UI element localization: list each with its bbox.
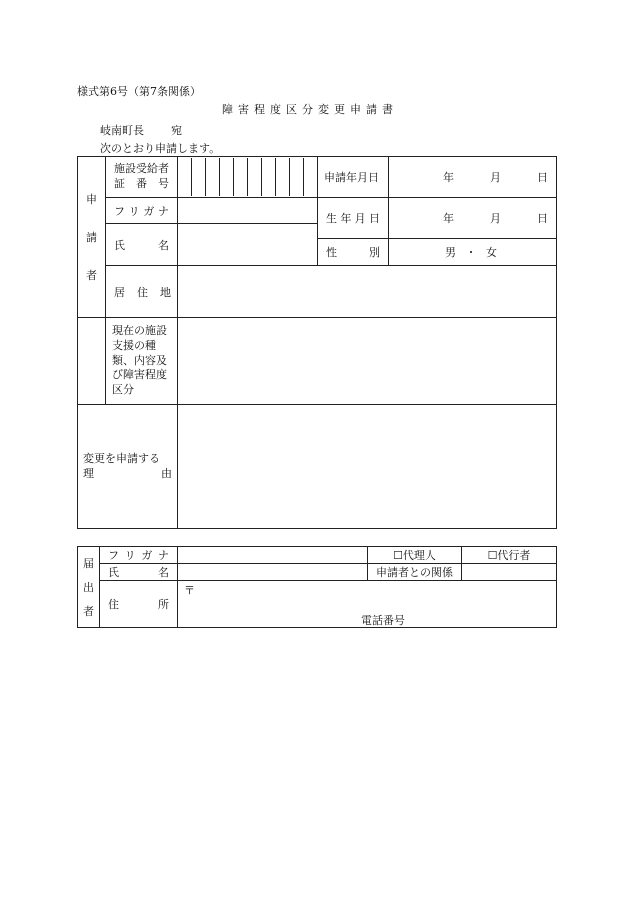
notifier-address-field[interactable] (178, 581, 557, 628)
sex-options[interactable]: 男 ・ 女 (389, 239, 557, 266)
agent-checkbox[interactable]: ☐代行者 (462, 547, 557, 564)
furigana-field[interactable] (178, 198, 318, 224)
birthdate-label: 生 年 月 日 (318, 198, 389, 239)
cert-digit-box[interactable] (248, 158, 262, 196)
cert-digit-box[interactable] (178, 158, 192, 196)
notifier-furigana-label: フ リ ガ ナ (100, 547, 178, 564)
notifier-furigana-field[interactable] (178, 547, 368, 564)
change-reason-label: 変更を申請する 理 由 (78, 405, 178, 529)
application-date-label: 申請年月日 (318, 157, 389, 198)
applicant-section-label: 申 請 者 (78, 157, 106, 318)
notifier-table (77, 546, 557, 628)
address-field[interactable] (178, 266, 557, 318)
furigana-label: フ リ ガ ナ (106, 198, 178, 224)
current-support-label: 現在の施設 支援の種 類、内容及 び障害程度 区分 (106, 318, 178, 405)
sex-label: 性 別 (318, 239, 389, 266)
notifier-name-label: 氏 名 (100, 564, 178, 581)
application-table (77, 156, 557, 529)
form-number: 様式第6号（第7条関係） (77, 85, 201, 98)
change-reason-field[interactable] (178, 405, 557, 529)
cert-digit-box[interactable] (192, 158, 206, 196)
name-field[interactable] (178, 224, 318, 266)
cert-digit-box[interactable] (262, 158, 276, 196)
notifier-address-label: 住 所 (100, 581, 178, 628)
application-date-field[interactable]: 年 月 日 (389, 157, 557, 198)
cert-digit-box[interactable] (234, 158, 248, 196)
cert-digit-box[interactable] (220, 158, 234, 196)
notifier-section-label: 届 出 者 (78, 547, 100, 628)
addressee-suffix: 宛 (171, 124, 182, 137)
cert-digit-box[interactable] (206, 158, 220, 196)
phone-label: 電話番号 (361, 614, 405, 627)
relationship-field[interactable] (462, 564, 557, 581)
cert-digit-box[interactable] (276, 158, 290, 196)
relationship-label: 申請者との関係 (368, 564, 462, 581)
address-label: 居 住 地 (106, 266, 178, 318)
intro-text: 次のとおり申請します。 (100, 142, 221, 155)
cert-number-boxes[interactable] (178, 157, 318, 198)
proxy-checkbox[interactable]: ☐代理人 (368, 547, 462, 564)
notifier-name-field[interactable] (178, 564, 368, 581)
cert-number-label: 施設受給者 証 番 号 (106, 157, 178, 198)
birthdate-field[interactable]: 年 月 日 (389, 198, 557, 239)
cert-digit-box[interactable] (304, 158, 317, 196)
postal-mark: 〒 (184, 584, 195, 597)
name-label: 氏 名 (106, 224, 178, 266)
page-title: 障害程度区分変更申請書 (222, 103, 398, 116)
addressee-name: 岐南町長 (100, 124, 144, 137)
cert-digit-box[interactable] (290, 158, 304, 196)
current-support-field[interactable] (178, 318, 557, 405)
applicant-section-label-cont (78, 318, 106, 405)
